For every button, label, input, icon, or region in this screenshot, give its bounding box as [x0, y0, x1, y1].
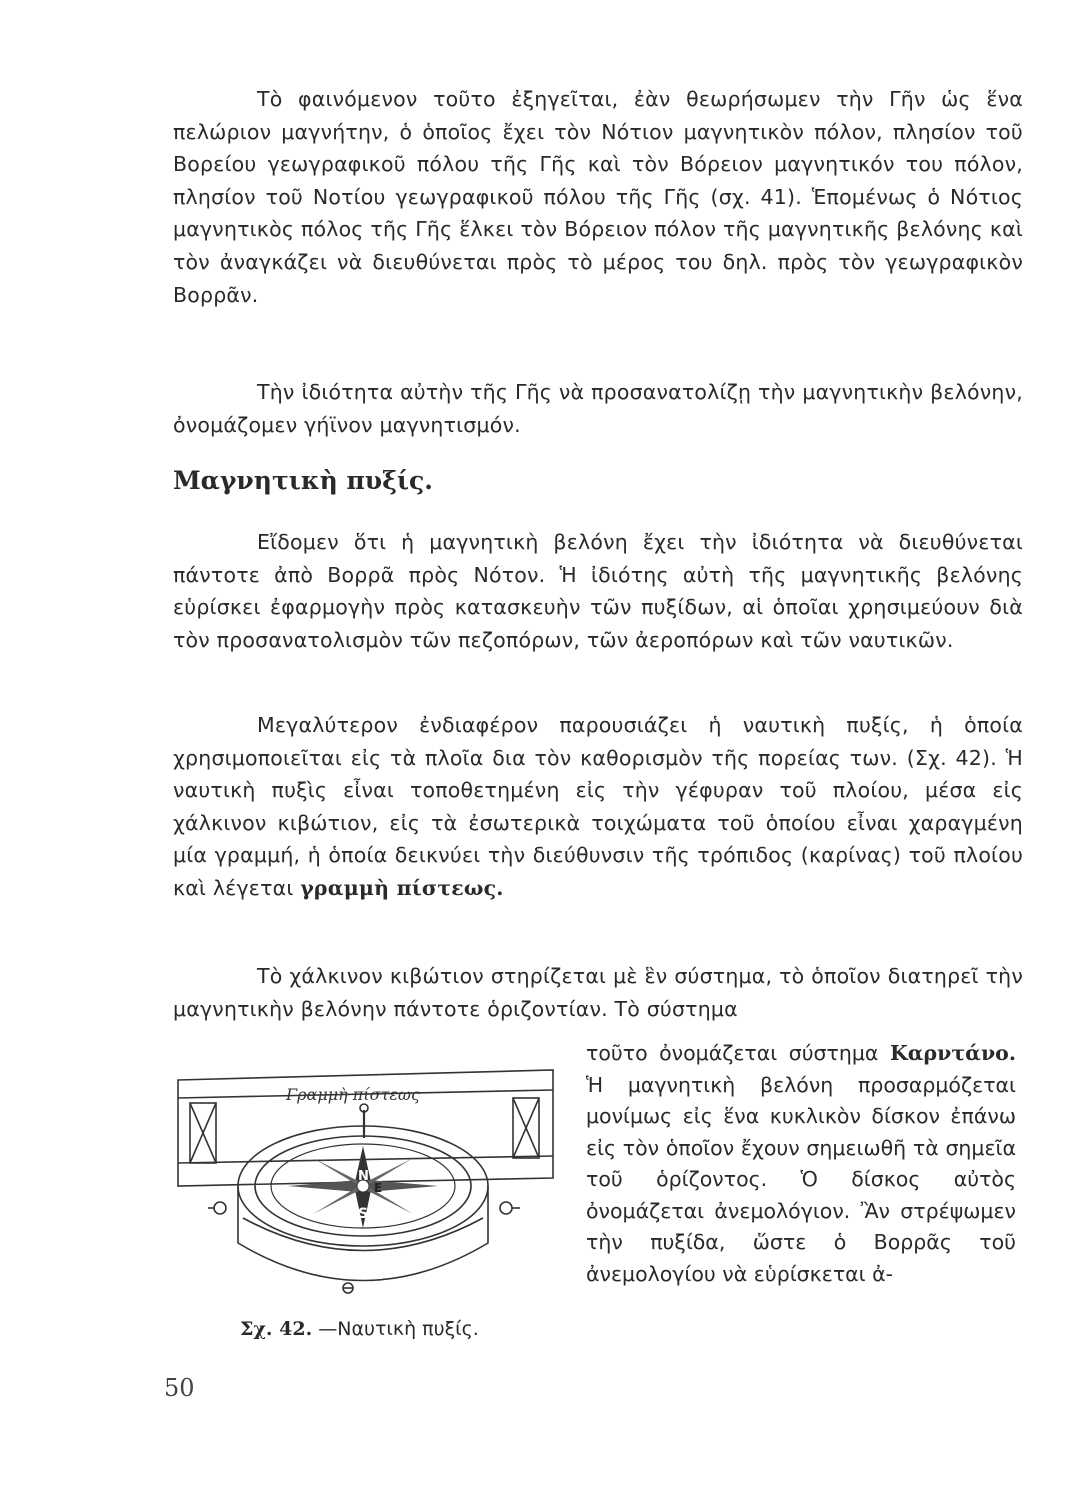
line-of-faith-term: γραμμὴ πίστεως.	[300, 875, 504, 900]
figure-label-line-of-faith: Γραμμὴ πίστεως	[286, 1085, 420, 1104]
figure-caption-text: —Ναυτικὴ πυξίς.	[318, 1318, 479, 1340]
cardano-intro-text: τοῦτο ὀνομάζεται σύστημα	[586, 1041, 879, 1065]
figure-caption-number: Σχ. 42.	[240, 1318, 313, 1340]
paragraph-compass-intro: Εἴδομεν ὅτι ἡ μαγνητικὴ βελόνη ἔχει τὴν ἰδιότητα νὰ διευθύνεται πάντοτε ἀπὸ Βορρᾶ πρὸς Νότον. Ἡ ἰδιότης αὐτὴ τῆς μαγνητικῆς βελόνης εὑρίσκει ἐφαρμογὴν πρὸς κατασκευὴν τῶν πυξίδων, αἱ ὁποῖαι χρησιμεύουν διὰ τὸν προσανατολισμὸν τῶν πεζοπόρων, τῶν ἀεροπόρων καὶ τῶν ναυτικῶν.	[173, 530, 1023, 652]
compass-letter-s: S	[358, 1206, 369, 1222]
compass-card-text: Ἡ μαγνητικὴ βελόνη προσαρμόζεται μονίμως εἰς ἕνα κυκλικὸν δίσκον ἐπάνω εἰς τὸν ὁποῖον ἔχουν σημειωθῆ τὰ σημεῖα τοῦ ὁρίζοντος. Ὁ δίσκος αὐτὸς ὀνομάζεται ἀνεμολόγιον. Ἂν στρέψωμεν τὴν πυξίδα, ὥστε ὁ Βορρᾶς τοῦ ἀνεμολογίου νὰ εὑρίσκεται ἀ-	[586, 1072, 1016, 1286]
paragraph-compass-card	[586, 1038, 1016, 1290]
compass-letter-e: E	[374, 1181, 383, 1195]
nautical-compass-illustration	[168, 1068, 563, 1308]
compass-letter-n: N	[358, 1169, 369, 1184]
paragraph-earth-magnet: Τὸ φαινόμενον τοῦτο ἐξηγεῖται, ἐὰν θεωρήσωμεν τὴν Γῆν ὡς ἕνα πελώριον μαγνήτην, ὁ ὁποῖος ἔχει τὸν Νότιον μαγνητικὸν πόλον, πλησίον τοῦ Βορείου γεωγραφικοῦ πόλου τῆς Γῆς καὶ τὸν Βόρειον μαγνητικόν του πόλον, πλησίον τοῦ Νοτίου γεωγραφικοῦ πόλου τῆς Γῆς (σχ. 41). Ἑπομένως ὁ Νότιος μαγνητικὸς πόλος τῆς Γῆς ἕλκει τὸν Βόρειον πόλον τῆς μαγνητικῆς βελόνης καὶ τὸν ἀναγκάζει νὰ διευθύνεται πρὸς τὸ μέρος του δηλ. πρὸς τὸν γεωγραφικὸν Βορρᾶν.	[173, 87, 1023, 307]
nautical-compass-text: Μεγαλύτερον ἐνδιαφέρον παρουσιάζει ἡ ναυτικὴ πυξίς, ἡ ὁποία χρησιμοποιεῖται εἰς τὰ πλοῖα δια τὸν καθορισμὸν τῆς πορείας των. (Σχ. 42). Ἡ ναυτικὴ πυξὶς εἶναι τοποθετημένη εἰς τὴν γέφυραν τοῦ πλοίου, μέσα εἰς χάλκινον κιβώτιον, εἰς τὰ ἐσωτερικὰ τοιχώματα τοῦ ὁποίου εἶναι χαραγμένη μία γραμμή, ἡ ὁποία δεικνύει τὴν διεύθυνσιν τῆς τρόπιδος (καρίνας) τοῦ πλοίου καὶ λέγεται	[173, 713, 1023, 900]
figure-caption	[240, 1318, 479, 1340]
section-heading-magnetic-compass: Μαγνητικὴ πυξίς.	[173, 466, 433, 495]
cardano-term: Καρντάνο.	[889, 1041, 1016, 1065]
paragraph-nautical-compass	[173, 709, 1023, 905]
paragraph-terrestrial-magnetism: Τὴν ἰδιότητα αὐτὴν τῆς Γῆς νὰ προσανατολίζῃ τὴν μαγνητικὴν βελόνην, ὀνομάζομεν γήϊνον μαγνητισμόν.	[173, 380, 1023, 437]
figure-nautical-compass	[168, 1068, 563, 1308]
paragraph-gimbal-system: Τὸ χάλκινον κιβώτιον στηρίζεται μὲ ἓν σύστημα, τὸ ὁποῖον διατηρεῖ τὴν μαγνητικὴν βελόνην πάντοτε ὁριζοντίαν. Τὸ σύστημα	[173, 964, 1023, 1021]
page-number: 50	[164, 1374, 195, 1402]
